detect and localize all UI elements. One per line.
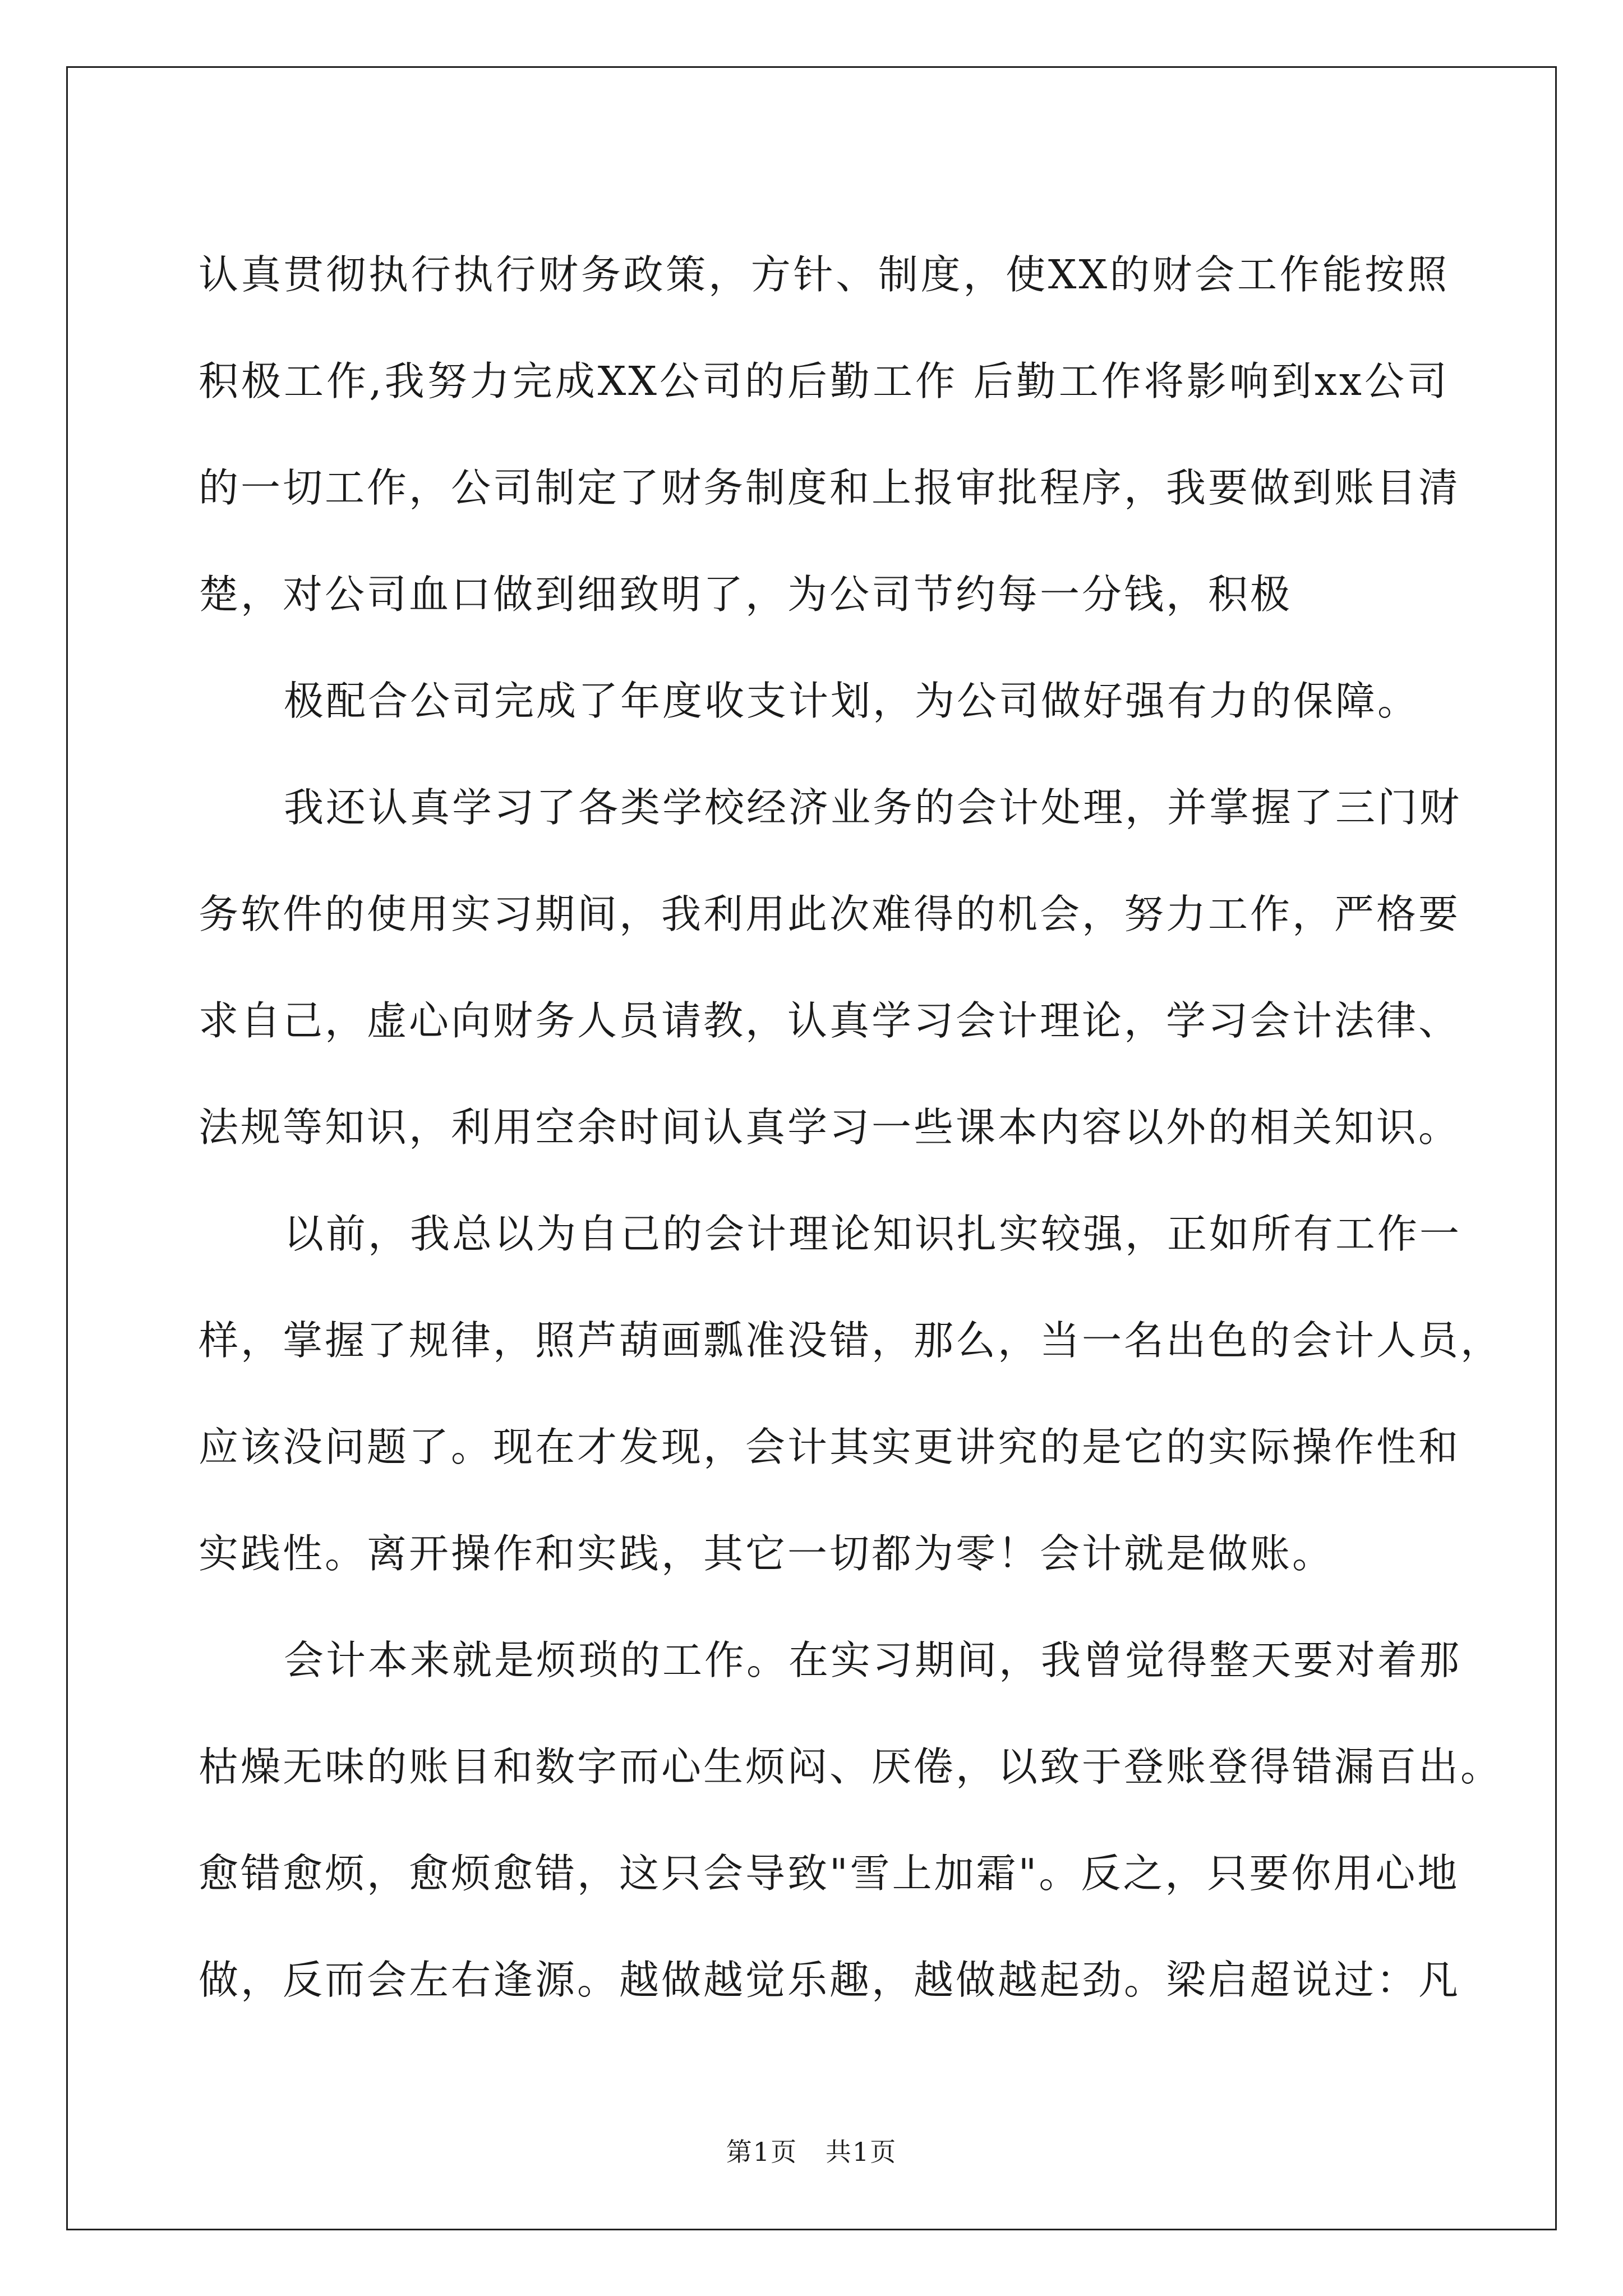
page-footer: 第1页 共1页 xyxy=(726,2137,897,2167)
text-line: 会计本来就是烦琐的工作。在实习期间，我曾觉得整天要对着那 xyxy=(284,1637,1462,1683)
text-line: 实践性。离开操作和实践，其它一切都为零！会计就是做账。 xyxy=(199,1530,1335,1577)
text-line: 求自己，虚心向财务人员请教，认真学习会计理论，学习会计法律、 xyxy=(199,997,1461,1044)
text-line: 样，掌握了规律，照芦葫画瓢准没错，那么，当一名出色的会计人员， xyxy=(199,1317,1503,1364)
text-line: 我还认真学习了各类学校经济业务的会计处理，并掌握了三门财 xyxy=(284,784,1462,831)
text-line: 法规等知识，利用空余时间认真学习一些课本内容以外的相关知识。 xyxy=(199,1104,1461,1151)
text-line: 枯燥无味的账目和数字而心生烦闷、厌倦，以致于登账登得错漏百出。 xyxy=(199,1743,1503,1790)
text-line: 积极工作,我努力完成XX公司的后勤工作 后勤工作将影响到xx公司 xyxy=(199,358,1449,404)
text-line: 极配合公司完成了年度收支计划，为公司做好强有力的保障。 xyxy=(284,678,1420,724)
text-line: 务软件的使用实习期间，我利用此次难得的机会，努力工作，严格要 xyxy=(199,891,1461,937)
text-line: 以前，我总以为自己的会计理论知识扎实较强，正如所有工作一 xyxy=(284,1211,1462,1257)
text-line: 做，反而会左右逢源。越做越觉乐趣，越做越起劲。梁启超说过：凡 xyxy=(199,1957,1461,2003)
text-line: 的一切工作，公司制定了财务制度和上报审批程序，我要做到账目清 xyxy=(199,464,1461,511)
text-line: 认真贯彻执行执行财务政策，方针、制度，使XX的财会工作能按照 xyxy=(199,251,1449,298)
text-line: 应该没问题了。现在才发现，会计其实更讲究的是它的实际操作性和 xyxy=(199,1424,1461,1470)
document-body xyxy=(199,222,1503,2033)
text-line: 楚，对公司血口做到细致明了，为公司节约每一分钱，积极 xyxy=(199,571,1293,618)
text-line: 愈错愈烦，愈烦愈错，这只会导致"雪上加霜"。反之，只要你用心地 xyxy=(199,1850,1460,1897)
